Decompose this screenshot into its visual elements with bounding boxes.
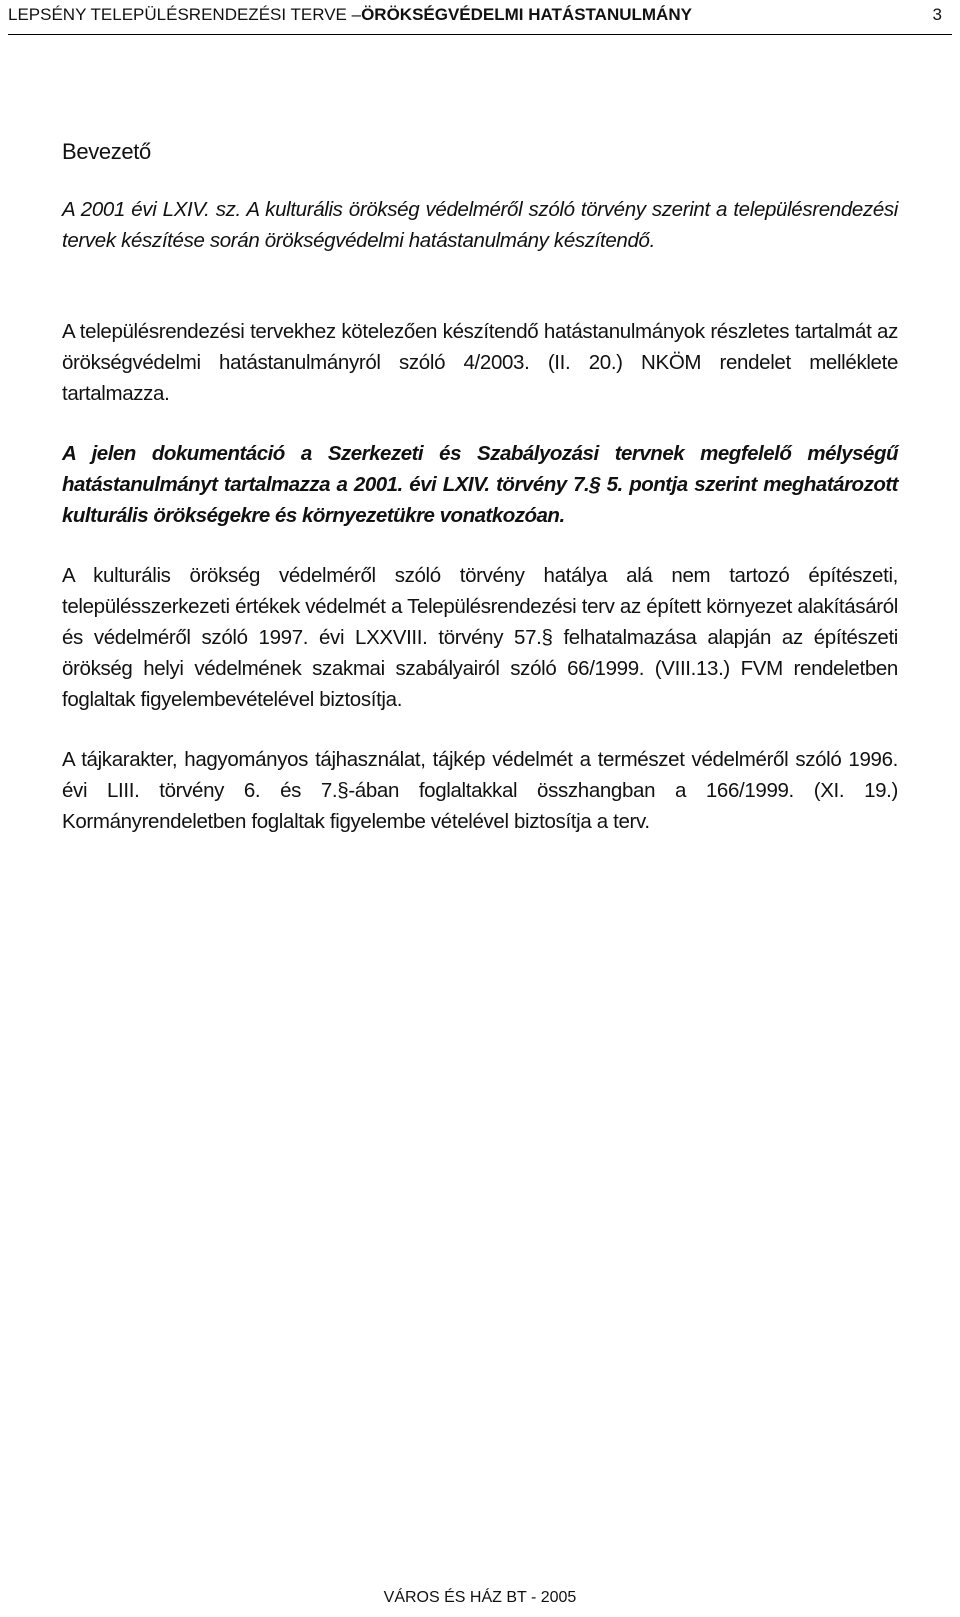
paragraph-document-scope: A jelen dokumentáció a Szerkezeti és Szabályozási tervnek megfelelő mélységű hatástanulmányt tartalmazza a 2001. évi LXIV. törvény 7.§ 5. pontja szerint meghatározott kulturális örökségekre és környezetükre vonatkozóan. bbox=[62, 442, 898, 527]
header-title-bold: ÖRÖKSÉGVÉDELMI HATÁSTANULMÁNY bbox=[361, 5, 692, 24]
page-header bbox=[8, 0, 952, 35]
section-heading: Bevezető bbox=[62, 139, 151, 164]
page-number: 3 bbox=[932, 5, 942, 24]
header-title bbox=[8, 0, 692, 30]
header-title-plain: LEPSÉNY TELEPÜLÉSRENDEZÉSI TERVE – bbox=[8, 5, 362, 24]
paragraph-local-protection: A kulturális örökség védelméről szóló törvény hatálya alá nem tartozó építészeti, településszerkezeti értékek védelmét a Településrendezési terv az épített környezet alakításáról és védelméről szóló 1997. évi LXXVIII. törvény 57.§ felhatalmazása alapján az építészeti örökség helyi védelmének szakmai szabályairól szóló 66/1999. (VIII.13.) FVM rendeletben foglaltak figyelembevételével biztosítja. bbox=[62, 564, 898, 711]
paragraph-landscape-protection: A tájkarakter, hagyományos tájhasználat, tájkép védelmét a természet védelméről szóló 1996. évi LIII. törvény 6. és 7.§-ában foglaltakkal összhangban a 166/1999. (XI. 19.) Kormányrendeletben foglaltak figyelembe vételével biztosítja a terv. bbox=[62, 748, 898, 833]
paragraph-decree-content: A településrendezési tervekhez kötelezően készítendő hatástanulmányok részletes tartalmát az örökségvédelmi hatástanulmányról szóló 4/2003. (II. 20.) NKÖM rendelet melléklete tartalmazza. bbox=[62, 320, 898, 405]
page-footer: VÁROS ÉS HÁZ BT - 2005 bbox=[383, 1589, 577, 1606]
paragraph-law-reference: A 2001 évi LXIV. sz. A kulturális örökség védelméről szóló törvény szerint a településrendezési tervek készítése során örökségvédelmi hatástanulmány készítendő. bbox=[62, 198, 898, 252]
